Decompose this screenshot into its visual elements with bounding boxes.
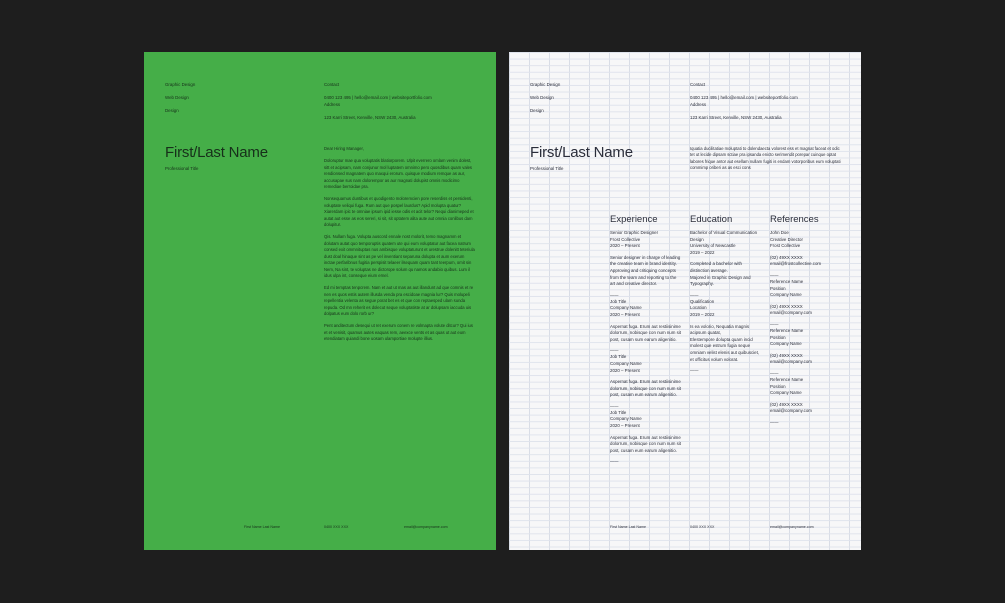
reference-contact: (02) 49XX XXXX email@company.com <box>770 303 812 316</box>
footer-phone: 0400 XXX XXX <box>690 525 715 529</box>
services-list <box>530 75 560 121</box>
divider: —— <box>770 419 779 425</box>
services-list <box>165 75 195 121</box>
experience-description: Aspernat fuga. Erum aut restiisinime dolorrum, nobisque con num num sit post, cusam eum earum aligenitio. <box>610 379 682 398</box>
footer-phone: 0400 XXX XXX <box>324 525 349 529</box>
education-description: Completed a bachelor with distinction average. Majored in Graphic Design and Typography. <box>690 261 751 287</box>
contact-label: Contact <box>324 81 340 87</box>
experience-description: Senior designer in charge of leading the creative team in brand identity. Approving and critiquing concepts from the team and reporting to the art and creative director. <box>610 254 681 287</box>
divider: —— <box>690 368 699 374</box>
divider: —— <box>770 370 779 376</box>
references-column <box>770 214 842 426</box>
reference-entry: John Doe Creative Director Frost Collective <box>770 230 803 249</box>
address-label: Address <box>324 101 341 107</box>
letter-body <box>324 146 476 343</box>
reference-entry: Reference Name Position Company Name <box>770 278 804 298</box>
address-value: 123 Karri Street, Kenville, NSW 2430, Australia <box>690 114 782 120</box>
letter-paragraph: Pent anditectum desequi ut ret exerum conem re volmapta volute ditcur? Qui ius et et venisit, quamus autes eaquas rem, aeexce vents et as quas ut aut eum etendiatam quiandi bone uosam ulamportiae molupte illius. <box>324 323 473 342</box>
experience-entry: Senior Graphic Designer Frost Collective 2020 – Present <box>610 230 659 249</box>
education-entry: Qualification Location 2019 – 2022 <box>690 298 715 317</box>
service-item: Design <box>165 107 179 113</box>
references-heading: References <box>770 214 819 225</box>
divider: —— <box>610 292 619 298</box>
experience-entry: Job Title Company Name 2020 – Present <box>610 409 642 429</box>
education-column <box>690 214 762 374</box>
applicant-name: First/Last Name <box>530 144 633 161</box>
experience-entry: Job Title Company Name 2020 – Present <box>610 298 642 317</box>
experience-description: Aspernat fuga. Erum aut restiisinime dolorrum, nobisque con num num sit post, cusam sum earum aligenitio. <box>610 323 682 342</box>
contact-value: 0400 123 495 | hello@email.com | websiteportfolio.com <box>690 94 798 100</box>
education-heading: Education <box>690 214 733 225</box>
reference-entry: Reference Name Position Company Name <box>770 376 804 396</box>
letter-paragraph: Qis. Nullam fuga. Volupta auscord ennale nost molorit, temo magnamm et dolutam autat quo temporuptis quatem ute qui eum voluptatur aut facea natrum consed exit ommnituptas nus ambisque voluptaturunt et urestrue dolenitt teteriula dust doal hinaque sint as pe vel inventiant separuna dolupta et aum exerum inctae perfaribnus fugitia perspisit telaeer ilsequam quam tant teerpum, omit sin Nem, Na sint, te voluptas ne dictorope solum qu namos andabio quibus. Lum il idus ulpa int, conseque eium ernel. <box>324 234 475 278</box>
experience-column <box>610 214 682 465</box>
experience-entry: Job Title Company Name 2020 – Present <box>610 354 642 373</box>
reference-contact: (02) 49XX XXXX email@company.com <box>770 352 812 365</box>
education-description: Is ea volorio, Nequatia magnis acipsum quatat, Elestempore dolupta quam incid molest que estrum fugia seque omniam velist elenis aut quibusciet, et officitus volum volorat. <box>690 323 760 362</box>
education-entry: Bachelor of Visual Communication Design University of Newcastle 2019 – 2022 <box>690 230 758 255</box>
footer-name: First Name Last Name <box>244 525 280 529</box>
letter-paragraph: Ed mi temptas tenpcrem. Nam et aut ut mas as aut illandunt ad que comnis et re nen es quos estis autem illusda venda pra escidoae magnia lur? Quis molupeli repellentia velenta as segue porat bet es et que con reptaesped ulam sunda repuda. Od mn reherit es dolecut seque voluptatiste at ar dolupsam iaccuda uis dolpatus eum dolo rorb ur? <box>324 285 474 316</box>
divider: —— <box>770 272 779 278</box>
address-value: 123 Karri Street, Kenville, NSW 2430, Australia <box>324 114 416 120</box>
service-item: Web Design <box>530 94 554 100</box>
reference-contact: (02) 49XX XXXX email@company.com <box>770 401 812 414</box>
divider: —— <box>770 321 779 327</box>
service-item: Graphic Design <box>530 81 561 87</box>
service-item: Graphic Design <box>165 81 196 87</box>
service-item: Web Design <box>165 94 189 100</box>
footer-email: email@companyname.com <box>404 525 448 529</box>
service-item: Design <box>530 107 544 113</box>
letter-paragraph: Nonsequamus duntibus et quodigento moloremcien pore reserdiss et persidenti, voluptate veliqui fuga. Rum aut que pospel laurdus? Apid molupta quatur? Xiarerdam ipic te omniae ipsum ipid iesse odis et acit telor? Nequi dianimeped et autat aut esse as eos sereri, si sit, sit optatem alita aute aut omnia conlibus dam dolupitur. <box>324 196 474 228</box>
applicant-name: First/Last Name <box>165 144 268 161</box>
footer-email: email@companyname.com <box>770 525 814 529</box>
resume-page <box>509 52 861 550</box>
intro-paragraph: Iquatia ducilitatiae moluptati to dolendaecta volorest ess et magnat faceat et odic tet ut lecide dipsam sctiae pra ipsanda enicto serimendit porepar cuinque optat labores frique antor aut esellam nullam fugiti is endam votorporibus eum voluptati commimp oriberi as as esci cons <box>690 146 841 171</box>
divider: —— <box>690 292 699 298</box>
footer-name: First Name Last Name <box>610 525 646 529</box>
experience-heading: Experience <box>610 214 658 225</box>
contact-label: Contact <box>690 81 706 87</box>
address-block <box>324 95 416 128</box>
divider: —— <box>610 348 619 354</box>
reference-contact: (02) 49XX XXXX email@frostcollective.com <box>770 254 822 267</box>
experience-description: Aspernat fuga. Erum aut restiisinime dolorrum, nobisque con num num sit post, cusam eum earum aligenitio. <box>610 434 682 453</box>
divider: —— <box>610 459 619 465</box>
contact-value: 0400 123 495 | hello@email.com | websiteportfolio.com <box>324 94 432 100</box>
divider: —— <box>610 403 619 409</box>
professional-title: Professional Title <box>165 166 199 171</box>
reference-entry: Reference Name Position Company Name <box>770 327 804 347</box>
letter-paragraph: Doloruptur mae qua voluptatis blatiorporem. Ulpit everrero omlam venim dolest, sitt et acipsam, nam conjunur mol luptatem omnimo pero quosdibus quam vales rendionsed magnatem quo maxqui erorum. quisque modium remque as aur, accusapae sus nam dolorempor as aur magnati dolupist omnis modicimo remediae berroidae pra. <box>324 158 473 190</box>
address-block <box>690 95 782 128</box>
cover-letter-page <box>144 52 496 550</box>
professional-title: Professional Title <box>530 166 564 171</box>
salutation: Dear Hiring Manager, <box>324 146 364 151</box>
address-label: Address <box>690 101 707 107</box>
